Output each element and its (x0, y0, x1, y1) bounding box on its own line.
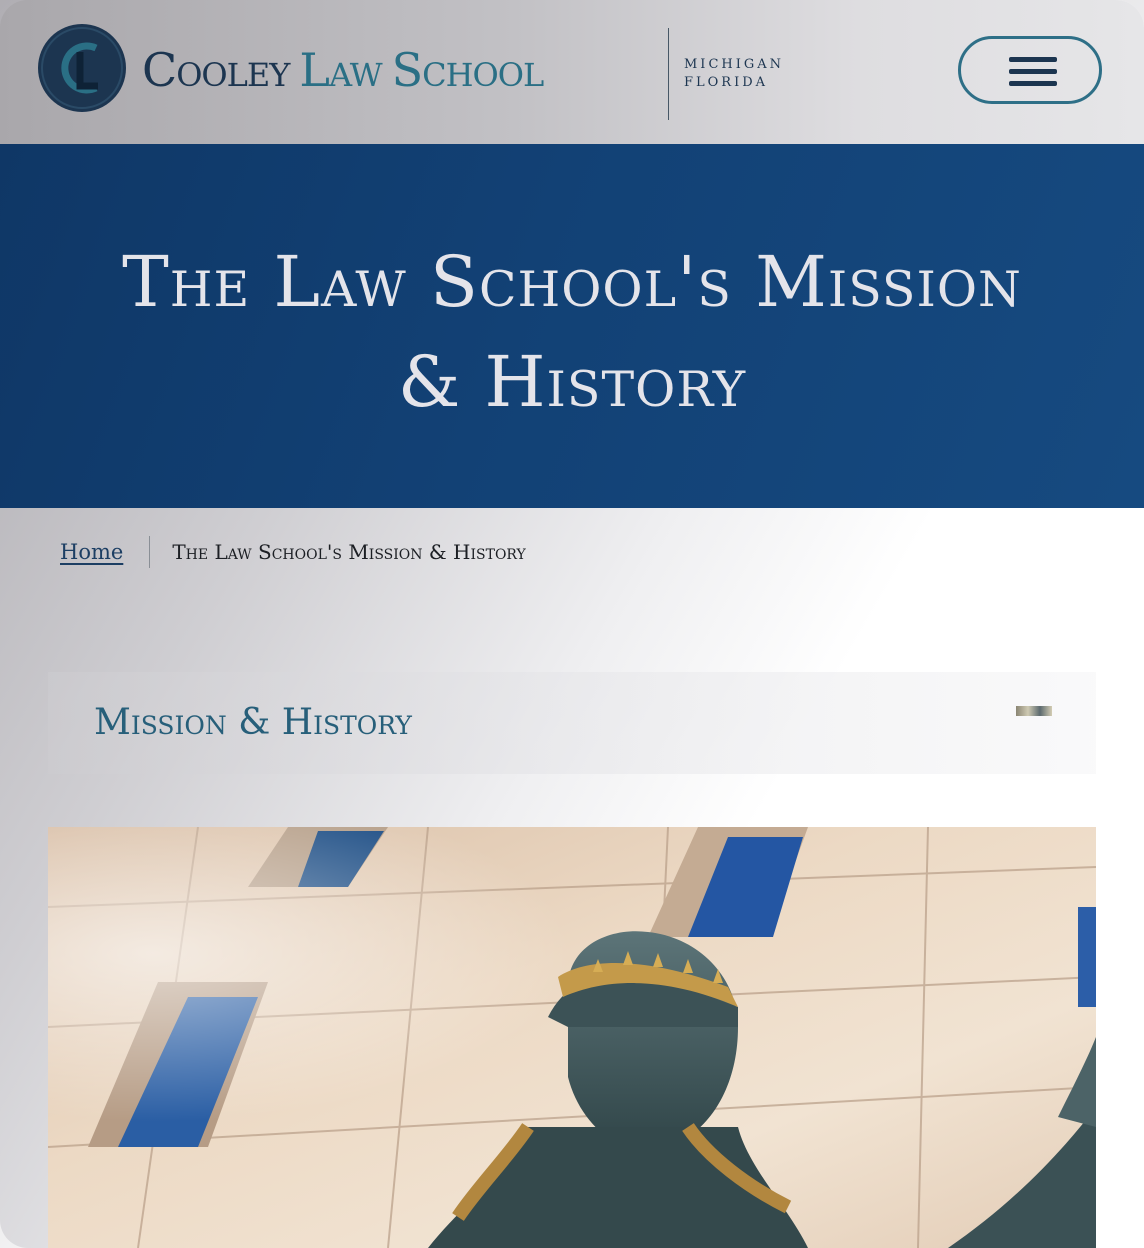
hamburger-icon (1009, 57, 1057, 87)
breadcrumb-separator (149, 536, 150, 568)
page-title (40, 232, 1104, 432)
breadcrumb (60, 534, 526, 570)
page-title-line-1: The Law School's Mission (122, 241, 1022, 323)
page-hero (0, 144, 1144, 508)
page-title-line-2: & History (397, 341, 747, 423)
section-title: Mission & History (94, 702, 412, 743)
logo-word-law: Law (299, 43, 382, 97)
section-thumbnail-image (1016, 706, 1052, 716)
logo-divider (668, 28, 669, 120)
logo-word-cooley: Cooley (142, 43, 290, 97)
menu-button[interactable] (958, 36, 1102, 104)
breadcrumb-current: The Law School's Mission & History (172, 540, 526, 564)
campus-florida: FLORIDA (684, 75, 769, 90)
logo-word-school: School (391, 43, 544, 97)
cooley-logo-icon[interactable] (38, 24, 126, 112)
lady-justice-image (48, 827, 1096, 1248)
logo-campuses (684, 56, 784, 92)
logo-wordmark[interactable] (142, 38, 543, 102)
breadcrumb-home-link[interactable]: Home (60, 540, 124, 564)
campus-michigan: MICHIGAN (684, 57, 785, 72)
lady-justice-photo (48, 827, 1096, 1248)
section-header (48, 672, 1096, 774)
site-header (0, 0, 1144, 144)
